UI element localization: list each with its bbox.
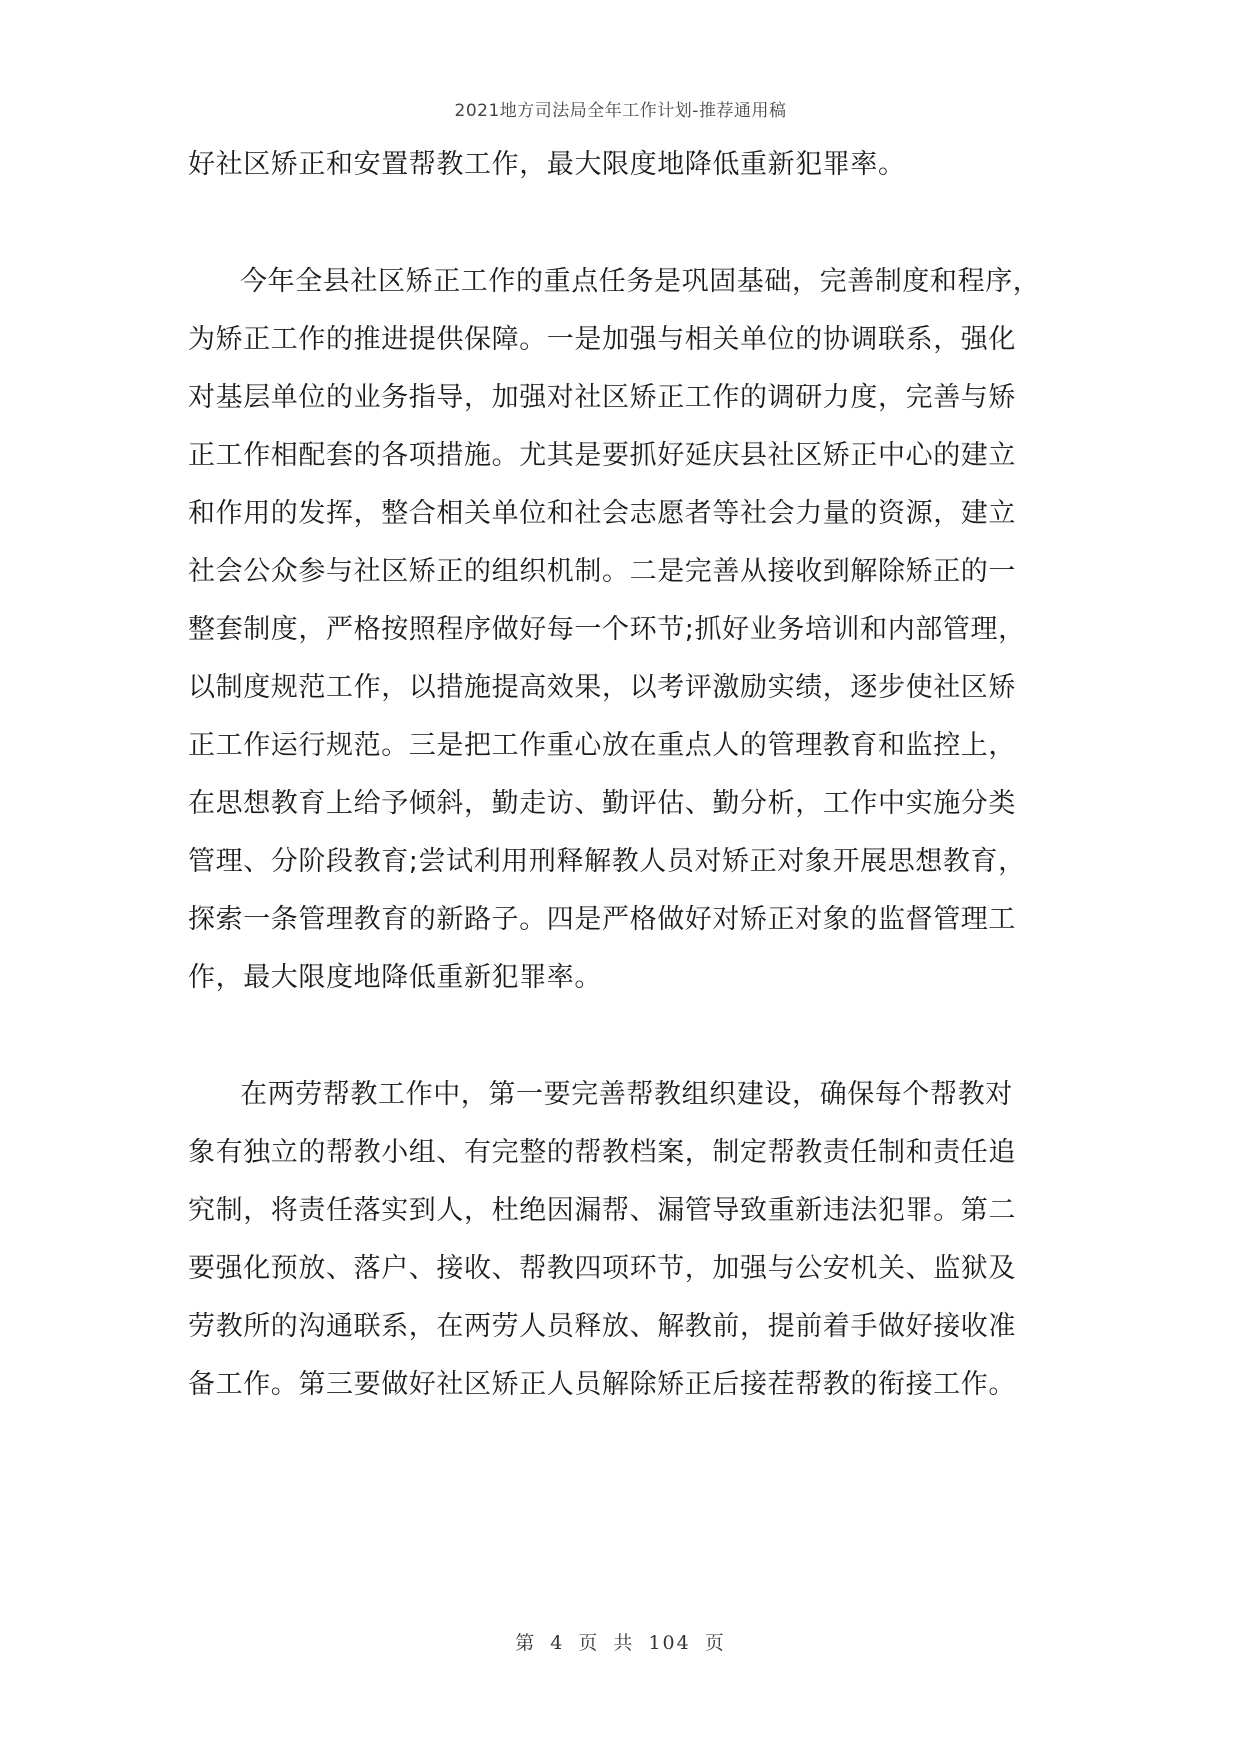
text-line: 作，最大限度地降低重新犯罪率。 [188, 962, 602, 993]
text-line: 为矫正工作的推进提供保障。一是加强与相关单位的协调联系，强化 [188, 324, 1016, 355]
text-line: 究制，将责任落实到人，杜绝因漏帮、漏管导致重新违法犯罪。第二 [188, 1195, 1016, 1226]
text-line: 整套制度，严格按照程序做好每一个环节;抓好业务培训和内部管理， [188, 614, 1026, 645]
text-line: 社会公众参与社区矫正的组织机制。二是完善从接收到解除矫正的一 [188, 556, 1016, 587]
paragraph-first-line: 在两劳帮教工作中，第一要完善帮教组织建设，确保每个帮教对 [240, 1079, 1013, 1110]
page-header: 2021地方司法局全年工作计划-推荐通用稿 [454, 101, 787, 121]
text-line: 和作用的发挥，整合相关单位和社会志愿者等社会力量的资源，建立 [188, 498, 1016, 529]
text-line: 象有独立的帮教小组、有完整的帮教档案，制定帮教责任制和责任追 [188, 1137, 1016, 1168]
text-line: 探索一条管理教育的新路子。四是严格做好对矫正对象的监督管理工 [188, 904, 1016, 935]
text-line: 在思想教育上给予倾斜，勤走访、勤评估、勤分析，工作中实施分类 [188, 788, 1016, 819]
text-line: 劳教所的沟通联系，在两劳人员释放、解教前，提前着手做好接收准 [188, 1311, 1016, 1342]
text-line: 要强化预放、落户、接收、帮教四项环节，加强与公安机关、监狱及 [188, 1253, 1016, 1284]
text-line: 以制度规范工作，以措施提高效果，以考评激励实绩，逐步使社区矫 [188, 672, 1016, 703]
text-line: 对基层单位的业务指导，加强对社区矫正工作的调研力度，完善与矫 [188, 382, 1016, 413]
text-line: 正工作相配套的各项措施。尤其是要抓好延庆县社区矫正中心的建立 [188, 440, 1016, 471]
text-line: 好社区矫正和安置帮教工作，最大限度地降低重新犯罪率。 [188, 149, 906, 180]
text-line: 管理、分阶段教育;尝试利用刑释解教人员对矫正对象开展思想教育， [188, 846, 1026, 877]
paragraph-first-line: 今年全县社区矫正工作的重点任务是巩固基础，完善制度和程序， [240, 266, 1041, 297]
text-line: 正工作运行规范。三是把工作重心放在重点人的管理教育和监控上， [188, 730, 1016, 761]
page-number: 第 4 页 共 104 页 [515, 1632, 726, 1654]
text-line: 备工作。第三要做好社区矫正人员解除矫正后接茬帮教的衔接工作。 [188, 1369, 1016, 1400]
